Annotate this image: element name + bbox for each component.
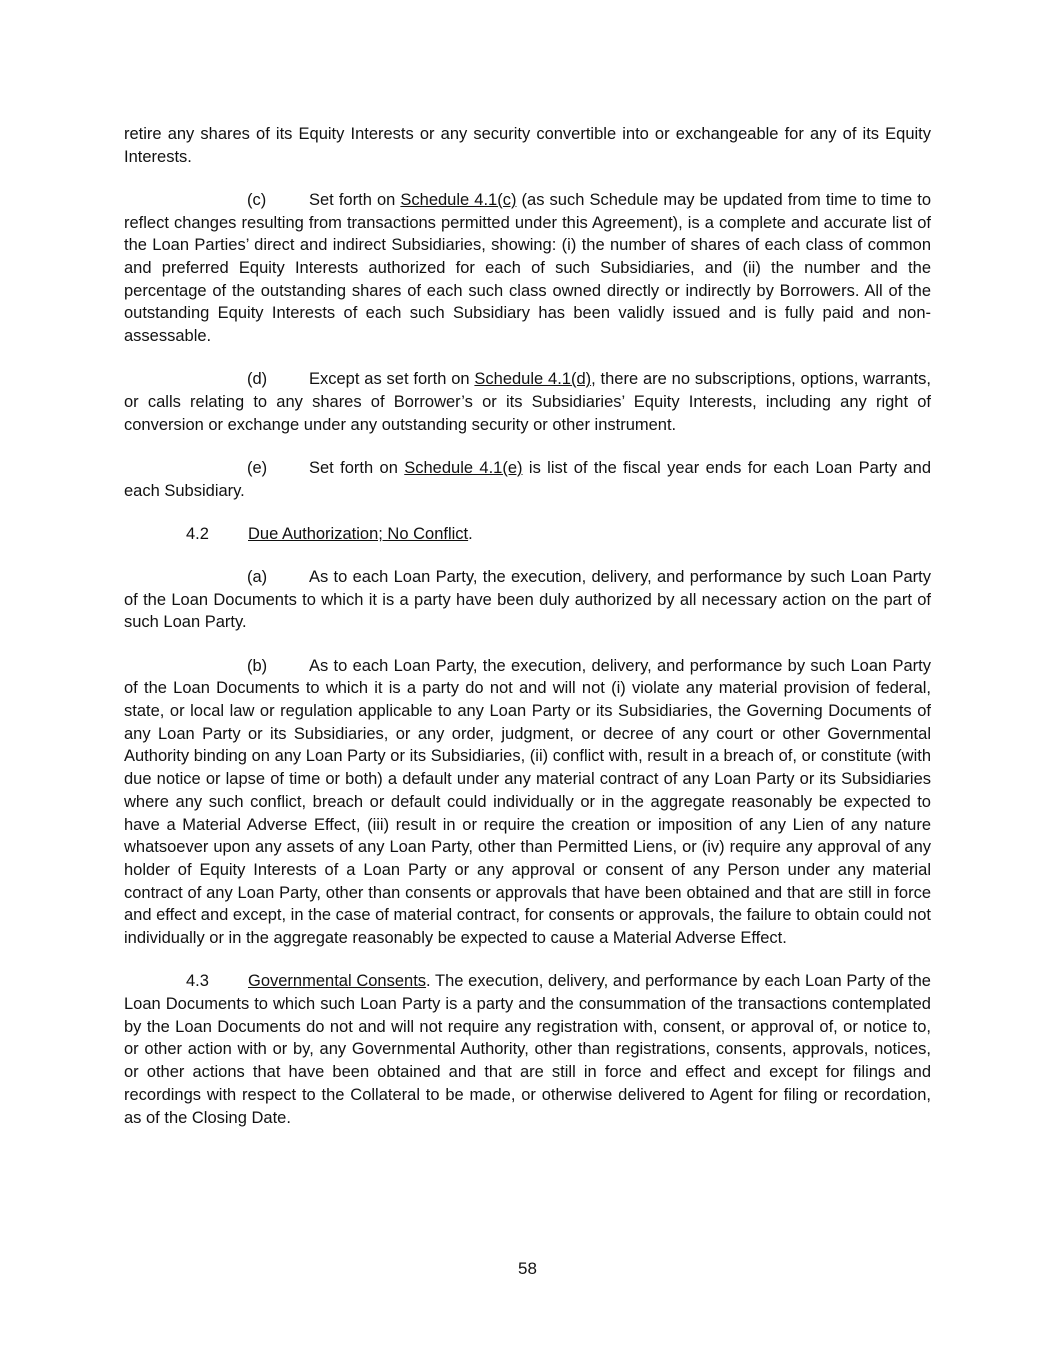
section-title: Governmental Consents	[248, 972, 427, 991]
schedule-reference: Schedule 4.1(e)	[404, 458, 523, 477]
clause-label: (d)	[247, 370, 268, 389]
page-number: 58	[518, 1259, 537, 1278]
paragraph-4-1-d: (d) Except as set forth on Schedule 4.1(d), there are no subscriptions, options, warrants, or calls relating to any shares of Borrower’s or its Subsidiaries’ Equity Interests, including any right of conversion or exchange under any outstanding security or other instrument.	[124, 370, 931, 434]
clause-label: (a)	[247, 568, 268, 587]
paragraph-continuation: retire any shares of its Equity Interests or any security convertible into or exchangeable for any of its Equity Interests.	[124, 125, 931, 166]
paragraph-4-1-e: (e) Set forth on Schedule 4.1(e) is list of the fiscal year ends for each Loan Party and each Subsidiary.	[124, 458, 931, 500]
paragraph-4-2-a: (a) As to each Loan Party, the execution, delivery, and performance by such Loan Party of the Loan Documents to which it is a party have been duly authorized by all necessary action on the part of such Loan Party.	[124, 568, 931, 632]
schedule-reference: Schedule 4.1(c)	[400, 190, 517, 209]
section-number: 4.3	[186, 972, 209, 991]
clause-label: (b)	[247, 656, 268, 675]
section-number: 4.2	[186, 524, 209, 543]
clause-label: (e)	[247, 458, 268, 477]
paragraph-4-2-b: (b) As to each Loan Party, the execution, delivery, and performance by such Loan Party of the Loan Documents to which it is a party do not and will not (i) violate any material provision of federal, state, or local law or regulation applicable to any Loan Party or its Subsidiaries, the Governing Documents of any Loan Party or its Subsidiaries, or any order, judgment, or decree of any court or other Governmental Authority binding on any Loan Party or its Subsidiaries, (ii) conflict with, result in a breach of, or constitute (with due notice or lapse of time or both) a default under any material contract of any Loan Party or its Subsidiaries where any such conflict, breach or default could individually or in the aggregate reasonably be expected to have a Material Adverse Effect, (iii) result in or require the creation or imposition of any Lien of any nature whatsoever upon any assets of any Loan Party, other than Permitted Liens, or (iv) require any approval of any holder of Equity Interests of a Loan Party or any approval or consent of any Person under any material contract of any Loan Party, other than consents or approvals that have been obtained and that are still in force and effect and except, in the case of material contract, for consents or approvals, the failure to obtain could not individually or in the aggregate reasonably be expected to cause a Material Adverse Effect.	[124, 656, 931, 948]
clause-label: (c)	[247, 190, 267, 209]
section-title: Due Authorization; No Conflict	[248, 524, 469, 543]
schedule-reference: Schedule 4.1(d)	[474, 370, 592, 389]
document-body	[124, 123, 931, 1129]
section-4-3-paragraph: 4.3 Governmental Consents. The execution, delivery, and performance by each Loan Party of the Loan Documents to which such Loan Party is a party and the consummation of the transactions contemplated by the Loan Documents do not and will not require any registration with, consent, or approval of, or notice to, or other action with or by, any Governmental Authority, other than registrations, consents, approvals, notices, or other actions that have been obtained and that are still in force and effect and except for filings and recordings with respect to the Collateral to be made, or otherwise delivered to Agent for filing or recordation, as of the Closing Date.	[124, 972, 931, 1127]
paragraph-4-1-c: (c) Set forth on Schedule 4.1(c) (as such Schedule may be updated from time to time to reflect changes resulting from transactions permitted under this Agreement), is a complete and accurate list of the Loan Parties’ direct and indirect Subsidiaries, showing: (i) the number of shares of each class of common and preferred Equity Interests authorized for each of such Subsidiaries, and (ii) the number and the percentage of the outstanding shares of each such class owned directly or indirectly by Borrowers. All of the outstanding Equity Interests of each such Subsidiary has been validly issued and is fully paid and non-assessable.	[124, 190, 931, 346]
section-4-2-heading: 4.2 Due Authorization; No Conflict.	[124, 523, 931, 546]
